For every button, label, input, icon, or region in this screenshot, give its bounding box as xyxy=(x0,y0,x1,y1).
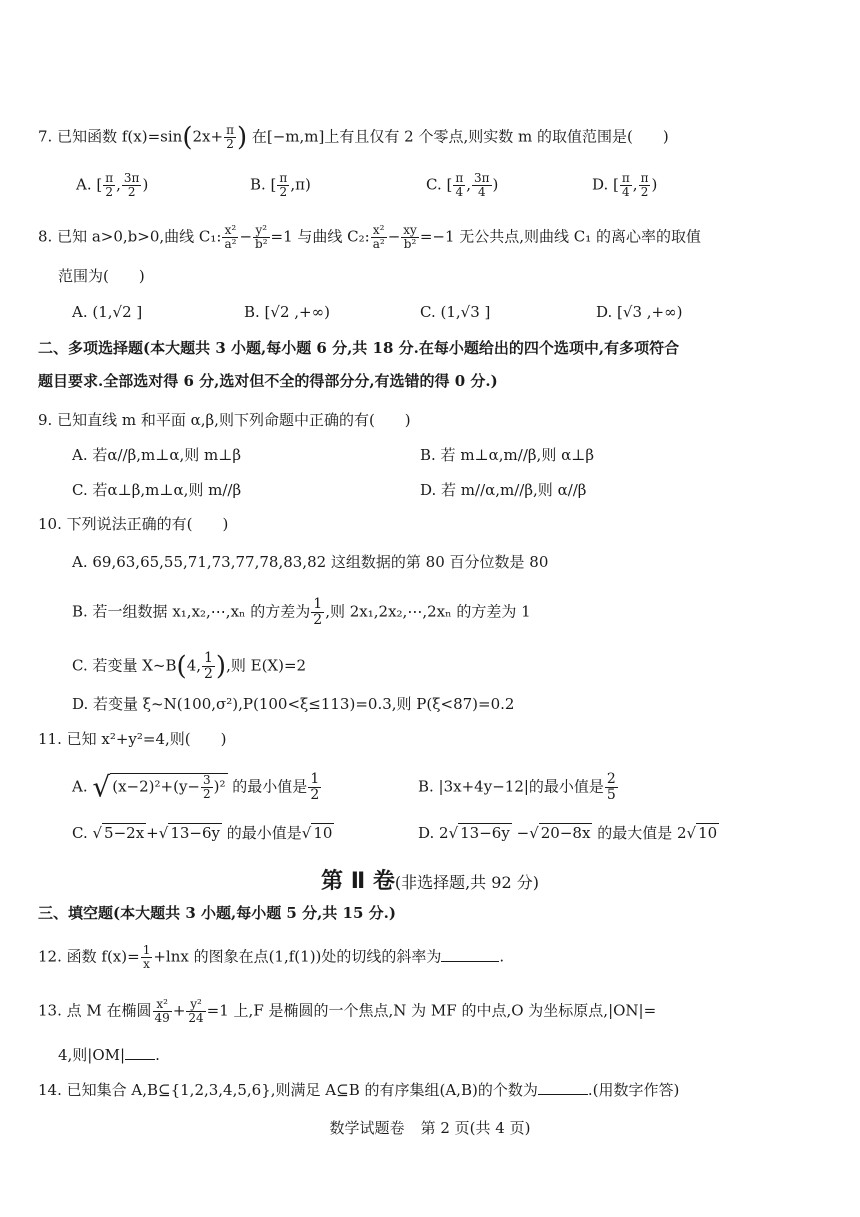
q9-option-c: C. 若α⊥β,m⊥α,则 m//β xyxy=(72,481,242,499)
q11-option-b: B. |3x+4y−12|的最小值是 $\frac{2}{5}$ xyxy=(418,771,616,803)
q7-pi-over-2: $\frac{\pi}{2}$ xyxy=(226,123,234,151)
q9-option-d: D. 若 m//α,m//β,则 α//β xyxy=(420,481,587,499)
footer-page-number: 第 2 页(共 4 页) xyxy=(420,1119,531,1137)
question-14: 14. 已知集合 A,B⊆{1,2,3,4,5,6},则满足 A⊆B 的有序集组(A,B)的个数为 .(用数字作答) xyxy=(38,1081,680,1099)
volume-2-subtitle: (非选择题,共 92 分) xyxy=(394,873,539,892)
q11-option-a: A. √ (x−2)²+(y− $\frac{3}{2}$ )² 的最小值是 $\frac{1}{2}$ xyxy=(72,770,320,804)
question-9-stem: 9. 已知直线 m 和平面 α,β,则下列命题中正确的有( ) xyxy=(38,411,411,429)
question-13-line2: 4,则|OM| . xyxy=(58,1046,160,1064)
q10-option-b: B. 若一组数据 x₁,x₂,⋯,xₙ 的方差为 $\frac{1}{2}$ ,则 2x₁,2x₂,⋯,2xₙ 的方差为 1 xyxy=(72,596,531,628)
q8-option-a: A. (1,√2 ] xyxy=(72,303,143,321)
q7-func: f(x)=sin xyxy=(121,127,183,146)
q7-stem-tail: 在[−m,m]上有且仅有 2 个零点,则实数 m 的取值范围是( ) xyxy=(251,127,669,146)
q8-option-c: C. (1,√3 ] xyxy=(420,303,491,321)
page-footer xyxy=(0,1117,860,1138)
radical-sign: √ xyxy=(92,770,111,804)
q7-stem-text: 7. 已知函数 xyxy=(38,127,118,146)
q8-stem-line2: 范围为( ) xyxy=(58,267,145,285)
volume-2-title: 第 Ⅱ 卷 xyxy=(321,869,395,894)
question-13: 13. 点 M 在椭圆 $\frac{\text{x²}}{49}$ + $\frac{\text{y²}}{24}$ =1 上,F 是椭圆的一个焦点,N 为 MF 的中点,O 为坐标原点,|ON|= xyxy=(38,997,657,1025)
section-2-heading-line2: 题目要求.全部选对得 6 分,选对但不全的得部分分,有选错的得 0 分.) xyxy=(38,372,498,390)
answer-blank[interactable] xyxy=(538,1094,588,1095)
q7-option-c: C. [ $\frac{\pi}{4}$ , $\frac{3\pi}{4}$ ) xyxy=(426,171,499,199)
question-8-stem: 8. 已知 a>0,b>0,曲线 C₁: $\frac{\text{x²}}{\text{a²}}$ − $\frac{\text{y²}}{\text{b²}}$ =1 与曲线 C₂: $\frac{\text{x²}}{\text{a²}}$ − $\frac{xy}{\text{b²}}$ =−1 无公共点,则曲线 C₁ 的离心率的取值 xyxy=(38,223,702,251)
q9-option-b: B. 若 m⊥α,m//β,则 α⊥β xyxy=(420,446,595,464)
q11-option-c: C. √ 5−2x +√ 13−6y 的最小值是√ 10 xyxy=(72,824,333,842)
answer-blank[interactable] xyxy=(441,961,499,962)
footer-title: 数学试题卷 xyxy=(329,1119,405,1137)
answer-blank[interactable] xyxy=(125,1059,155,1060)
q7-option-a: A. [ $\frac{\pi}{2}$ , $\frac{3\pi}{2}$ ) xyxy=(76,171,149,199)
section-3-heading: 三、填空题(本大题共 3 小题,每小题 5 分,共 15 分.) xyxy=(38,904,396,922)
q10-option-c: C. 若变量 X~B(4, $\frac{1}{2}$ ),则 E(X)=2 xyxy=(72,650,307,682)
volume-2-heading xyxy=(0,864,860,895)
q11-option-d: D. 2√ 13−6y −√ 20−8x 的最大值是 2√ 10 xyxy=(418,824,718,842)
q7-option-d: D. [ $\frac{\pi}{4}$ , $\frac{\pi}{2}$ ) xyxy=(592,171,658,199)
q7-option-b: B. [ $\frac{\pi}{2}$ ,π) xyxy=(250,171,311,199)
q7-paren-open: ( xyxy=(182,122,193,153)
q10-option-d: D. 若变量 ξ~N(100,σ²),P(100<ξ≤113)=0.3,则 P(ξ<87)=0.2 xyxy=(72,695,515,713)
question-12: 12. 函数 f(x)= $\frac{1}{x}$ +lnx 的图象在点(1,f(1))处的切线的斜率为 . xyxy=(38,943,505,971)
q7-paren-close: ) xyxy=(236,122,248,153)
question-11-stem: 11. 已知 x²+y²=4,则( ) xyxy=(38,730,227,748)
q9-option-a: A. 若α//β,m⊥α,则 m⊥β xyxy=(72,446,242,464)
q8-option-d: D. [√3 ,+∞) xyxy=(596,303,683,321)
question-10-stem: 10. 下列说法正确的有( ) xyxy=(38,515,229,533)
section-2-heading-line1: 二、多项选择题(本大题共 3 小题,每小题 6 分,共 18 分.在每小题给出的四个选项中,有多项符合 xyxy=(38,339,680,357)
q8-option-b: B. [√2 ,+∞) xyxy=(244,303,330,321)
q10-option-a: A. 69,63,65,55,71,73,77,78,83,82 这组数据的第 80 百分位数是 80 xyxy=(72,553,549,571)
question-7-stem xyxy=(38,124,669,151)
q7-arg: 2x+ xyxy=(192,127,224,146)
